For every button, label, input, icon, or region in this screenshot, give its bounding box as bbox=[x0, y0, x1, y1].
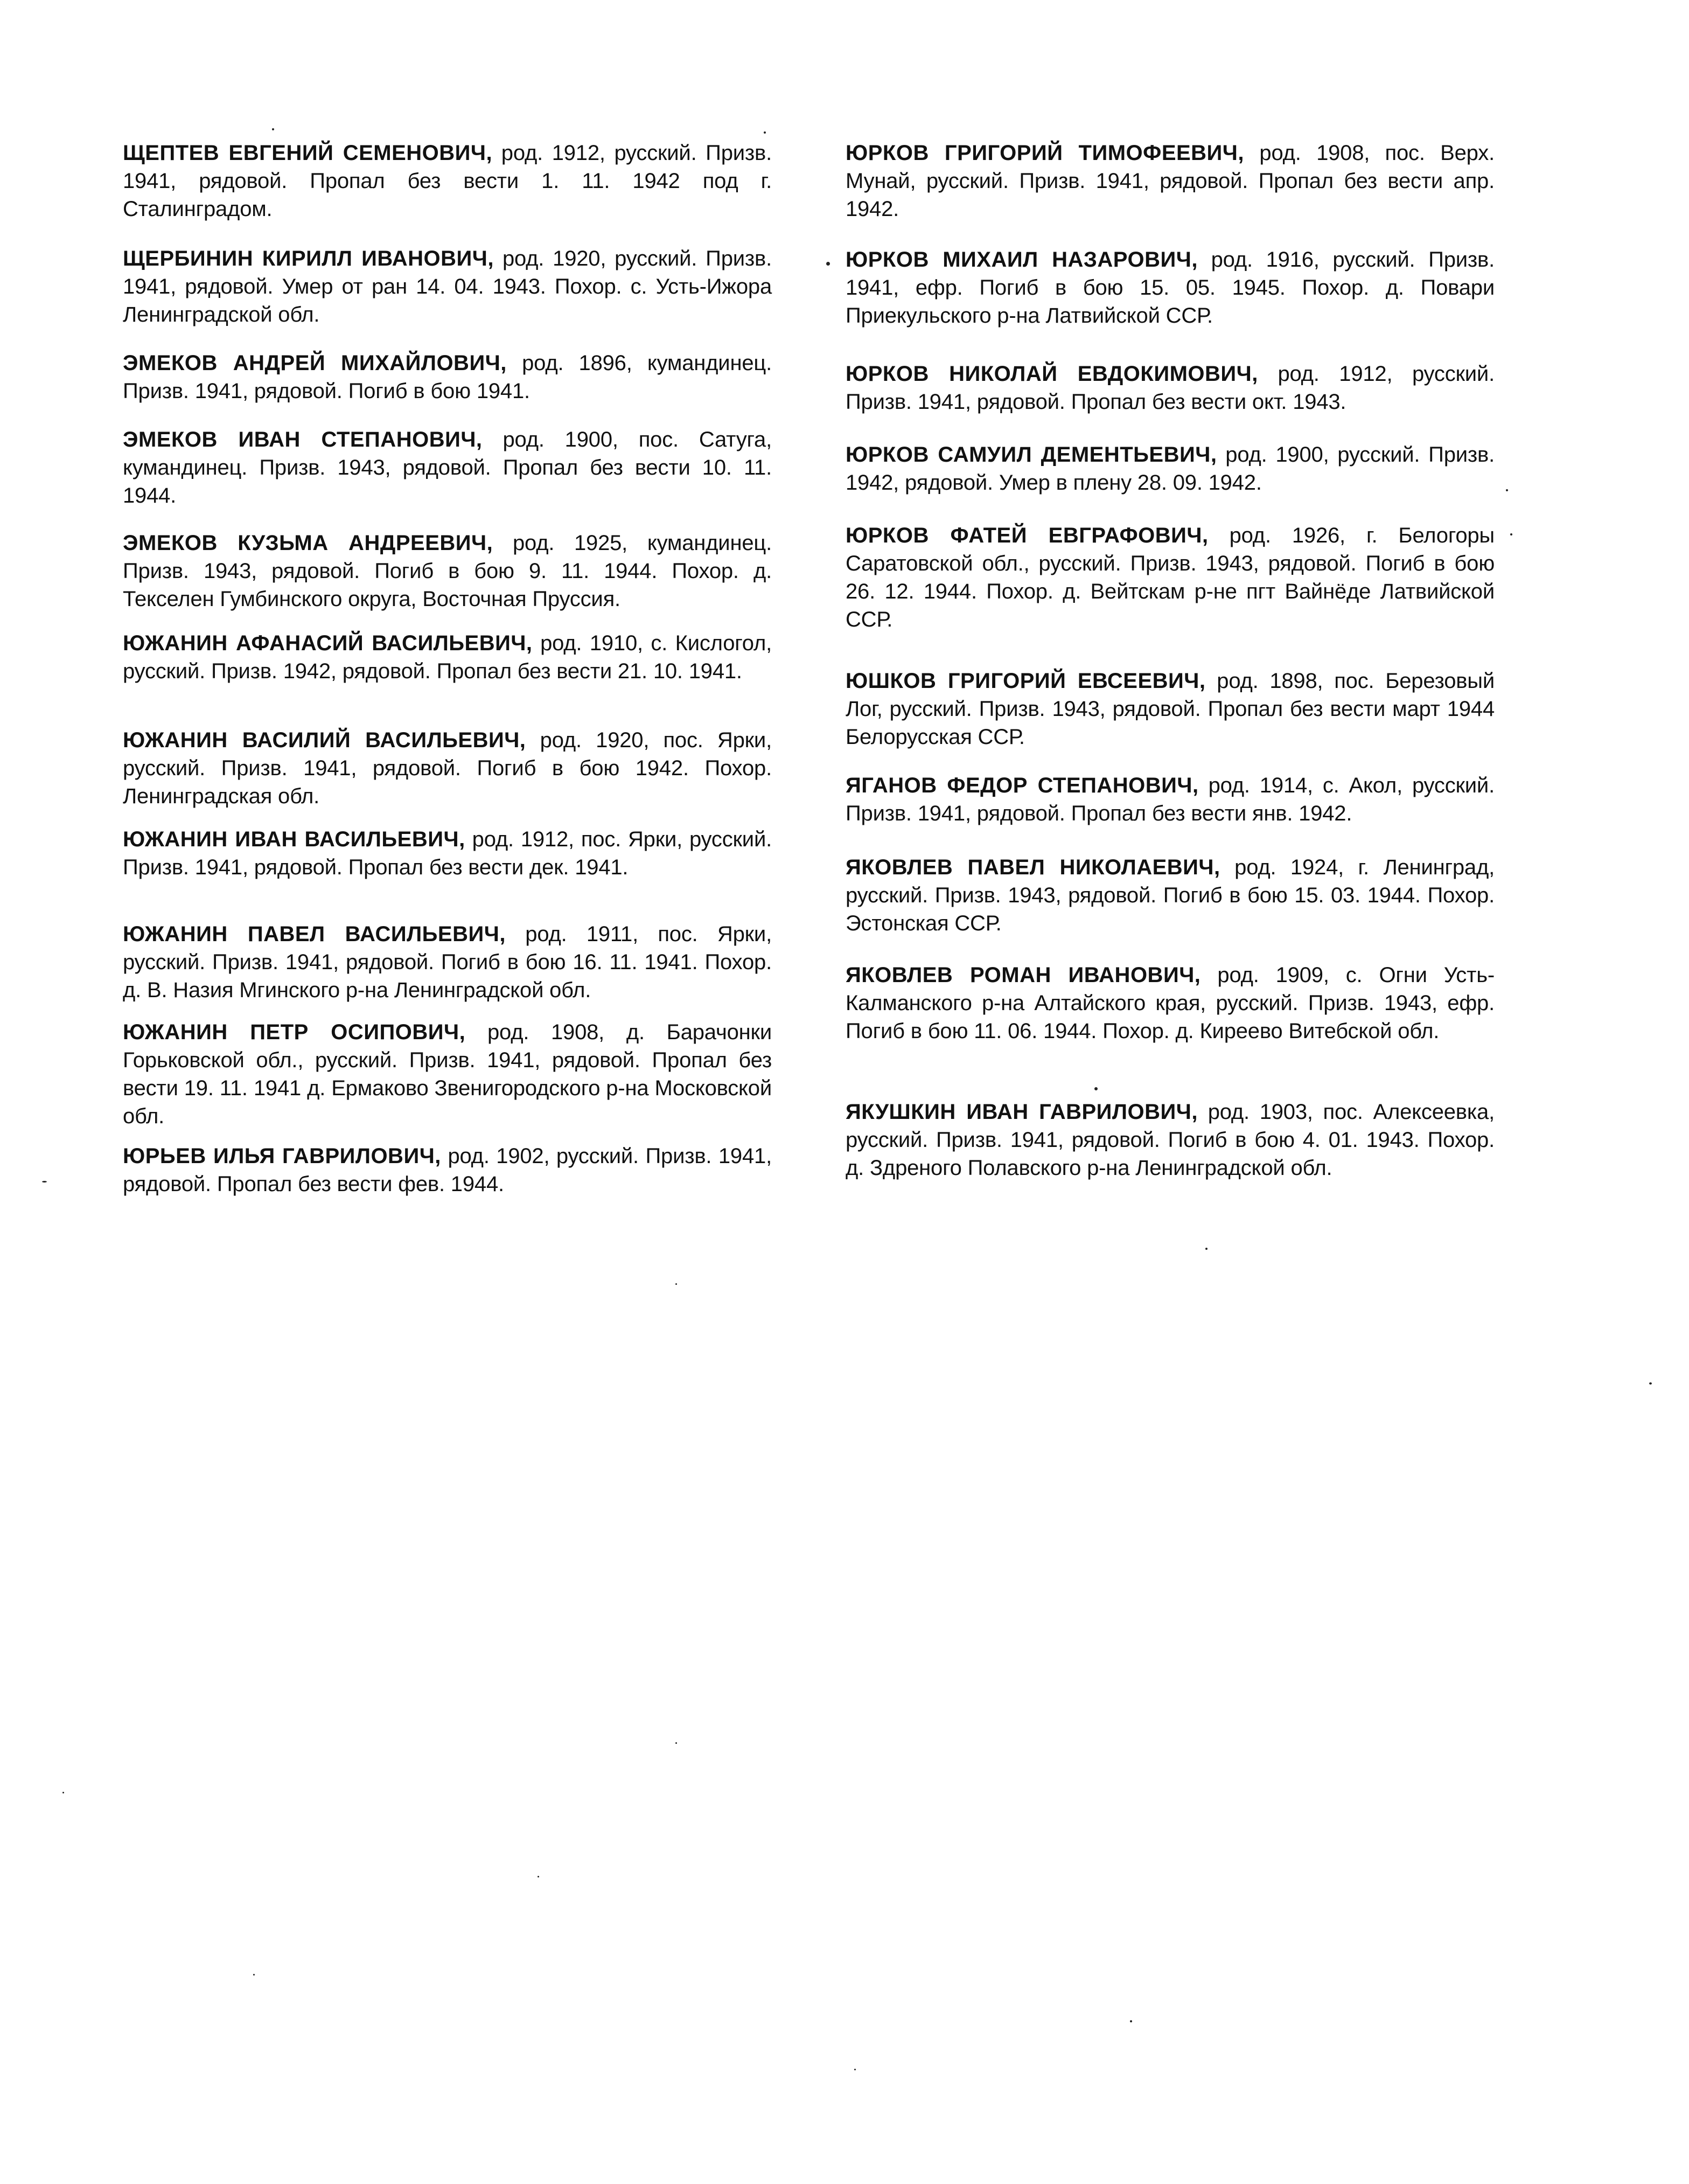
entry-name: ЮРКОВ САМУИЛ ДЕМЕНТЬЕВИЧ, bbox=[846, 443, 1217, 467]
entry-details: род. 1903, пос. Алексеевка, русский. Призв. 1941, рядовой. Погиб в бою 4. 01. 1943. Похор. д. Здреного Полавского р-на Ленинградской обл. bbox=[846, 1100, 1495, 1180]
entry-7 bbox=[846, 853, 1495, 937]
entry-details: род. 1920, пос. Ярки, русский. Призв. 1941, рядовой. Погиб в бою 1942. Похор. Ленинградская обл. bbox=[123, 728, 772, 808]
entry-10 bbox=[123, 1142, 772, 1198]
entry-name: ЯКУШКИН ИВАН ГАВРИЛОВИЧ, bbox=[846, 1100, 1198, 1124]
entry-9 bbox=[846, 1098, 1495, 1182]
entry-name: ЮШКОВ ГРИГОРИЙ ЕВСЕЕВИЧ, bbox=[846, 669, 1206, 693]
entry-details: род. 1910, с. Кислогол, русский. Призв. 1942, рядовой. Пропал без вести 21. 10. 1941. bbox=[123, 631, 772, 683]
scan-speck bbox=[675, 1283, 677, 1285]
entry-2 bbox=[846, 360, 1495, 416]
entry-details: род. 1920, русский. Призв. 1941, рядовой. Умер от ран 14. 04. 1943. Похор. с. Усть-Ижора Ленинградской обл. bbox=[123, 247, 772, 326]
entry-name: ЮРЬЕВ ИЛЬЯ ГАВРИЛОВИЧ, bbox=[123, 1144, 441, 1168]
entry-3 bbox=[123, 426, 772, 510]
entry-1 bbox=[846, 246, 1495, 330]
entry-name: ЭМЕКОВ АНДРЕЙ МИХАЙЛОВИЧ, bbox=[123, 351, 507, 375]
entry-8 bbox=[123, 920, 772, 1004]
entry-details: род. 1924, г. Ленинград, русский. Призв. 1943, рядовой. Погиб в бою 15. 03. 1944. Похор. Эстонская ССР. bbox=[846, 855, 1495, 935]
entry-7 bbox=[123, 825, 772, 881]
entry-name: ЮЖАНИН ИВАН ВАСИЛЬЕВИЧ, bbox=[123, 827, 465, 851]
entry-details: род. 1908, д. Барачонки Горьковской обл., русский. Призв. 1941, рядовой. Пропал без вести 19. 11. 1941 д. Ермаково Звенигородского р-на Московской обл. bbox=[123, 1020, 772, 1128]
entry-name: ЩЕРБИНИН КИРИЛЛ ИВАНОВИЧ, bbox=[123, 247, 494, 270]
entry-name: ЮРКОВ ФАТЕЙ ЕВГРАФОВИЧ, bbox=[846, 524, 1209, 547]
entry-name: ЮРКОВ МИХАИЛ НАЗАРОВИЧ, bbox=[846, 248, 1198, 272]
entry-6 bbox=[123, 726, 772, 810]
scan-speck bbox=[1510, 533, 1512, 535]
entry-8 bbox=[846, 961, 1495, 1045]
entry-details: род. 1908, пос. Верх. Мунай, русский. Призв. 1941, рядовой. Пропал без вести апр. 1942. bbox=[846, 141, 1495, 221]
entry-details: род. 1925, кумандинец. Призв. 1943, рядовой. Погиб в бою 9. 11. 1944. Похор. д. Текселен Гумбинского округа, Восточная Пруссия. bbox=[123, 531, 772, 611]
entry-name: ЮЖАНИН ПАВЕЛ ВАСИЛЬЕВИЧ, bbox=[123, 922, 506, 946]
scan-speck bbox=[1649, 1382, 1652, 1385]
entry-name: ЮЖАНИН ВАСИЛИЙ ВАСИЛЬЕВИЧ, bbox=[123, 728, 526, 752]
scan-speck bbox=[42, 1181, 47, 1183]
entry-name: ЮЖАНИН ПЕТР ОСИПОВИЧ, bbox=[123, 1020, 466, 1044]
entry-name: ЭМЕКОВ КУЗЬМА АНДРЕЕВИЧ, bbox=[123, 531, 493, 555]
entry-details: род. 1900, русский. Призв. 1942, рядовой. Умер в плену 28. 09. 1942. bbox=[846, 443, 1495, 495]
entry-0 bbox=[846, 139, 1495, 223]
entry-name: ЯКОВЛЕВ РОМАН ИВАНОВИЧ, bbox=[846, 963, 1201, 987]
entry-2 bbox=[123, 349, 772, 405]
entry-9 bbox=[123, 1018, 772, 1130]
entry-details: род. 1926, г. Белогоры Саратовской обл., русский. Призв. 1943, рядовой. Погиб в бою 26. 12. 1944. Похор. д. Вейтскам р-не пгт Вайнёде Латвийской ССР. bbox=[846, 524, 1495, 631]
scan-speck bbox=[854, 2069, 856, 2070]
entry-name: ЮРКОВ НИКОЛАЙ ЕВДОКИМОВИЧ, bbox=[846, 362, 1258, 386]
entry-details: род. 1902, русский. Призв. 1941, рядовой. Пропал без вести фев. 1944. bbox=[123, 1144, 772, 1196]
entry-4 bbox=[123, 529, 772, 613]
entry-details: род. 1900, пос. Сатуга, кумандинец. Призв. 1943, рядовой. Пропал без вести 10. 11. 1944. bbox=[123, 428, 772, 507]
scan-speck bbox=[62, 1792, 64, 1793]
scan-speck bbox=[272, 128, 274, 130]
scan-speck bbox=[1506, 489, 1508, 491]
entry-details: род. 1896, кумандинец. Призв. 1941, рядовой. Погиб в бою 1941. bbox=[123, 351, 772, 403]
entry-details: род. 1912, русский. Призв. 1941, рядовой. Пропал без вести окт. 1943. bbox=[846, 362, 1495, 414]
entry-name: ЯГАНОВ ФЕДОР СТЕПАНОВИЧ, bbox=[846, 774, 1199, 797]
scan-speck bbox=[538, 1876, 539, 1877]
entry-3 bbox=[846, 441, 1495, 497]
entry-name: ЮЖАНИН АФАНАСИЙ ВАСИЛЬЕВИЧ, bbox=[123, 631, 533, 655]
scan-speck bbox=[253, 1974, 255, 1976]
entry-0 bbox=[123, 139, 772, 223]
entry-details: род. 1911, пос. Ярки, русский. Призв. 1941, рядовой. Погиб в бою 16. 11. 1941. Похор. д. В. Назия Мгинского р-на Ленинградской обл. bbox=[123, 922, 772, 1002]
entry-details: род. 1914, с. Акол, русский. Призв. 1941, рядовой. Пропал без вести янв. 1942. bbox=[846, 774, 1495, 825]
entry-name: ЭМЕКОВ ИВАН СТЕПАНОВИЧ, bbox=[123, 428, 483, 451]
scan-speck bbox=[1205, 1248, 1208, 1250]
entry-name: ЮРКОВ ГРИГОРИЙ ТИМОФЕЕВИЧ, bbox=[846, 141, 1245, 165]
entry-5 bbox=[846, 667, 1495, 751]
entry-1 bbox=[123, 245, 772, 329]
scan-speck bbox=[675, 1742, 677, 1744]
entry-6 bbox=[846, 771, 1495, 827]
entry-details: род. 1898, пос. Березовый Лог, русский. Призв. 1943, рядовой. Пропал без вести март 1944 Белорусская ССР. bbox=[846, 669, 1495, 749]
scan-speck bbox=[764, 131, 766, 134]
scan-speck bbox=[826, 262, 830, 266]
scan-speck bbox=[1130, 2020, 1132, 2022]
entry-details: род. 1909, с. Огни Усть-Калманского р-на Алтайского края, русский. Призв. 1943, ефр. Погиб в бою 11. 06. 1944. Похор. д. Киреево Витебской обл. bbox=[846, 963, 1495, 1043]
entry-details: род. 1916, русский. Призв. 1941, ефр. Погиб в бою 15. 05. 1945. Похор. д. Повари Приекульского р-на Латвийской ССР. bbox=[846, 248, 1495, 328]
scan-speck bbox=[1094, 1087, 1098, 1090]
entry-name: ЩЕПТЕВ ЕВГЕНИЙ СЕМЕНОВИЧ, bbox=[123, 141, 493, 165]
entry-name: ЯКОВЛЕВ ПАВЕЛ НИКОЛАЕВИЧ, bbox=[846, 855, 1220, 879]
entry-details: род. 1912, пос. Ярки, русский. Призв. 1941, рядовой. Пропал без вести дек. 1941. bbox=[123, 827, 772, 879]
entry-5 bbox=[123, 629, 772, 685]
entry-details: род. 1912, русский. Призв. 1941, рядовой. Пропал без вести 1. 11. 1942 под г. Сталинградом. bbox=[123, 141, 772, 221]
entry-4 bbox=[846, 521, 1495, 634]
